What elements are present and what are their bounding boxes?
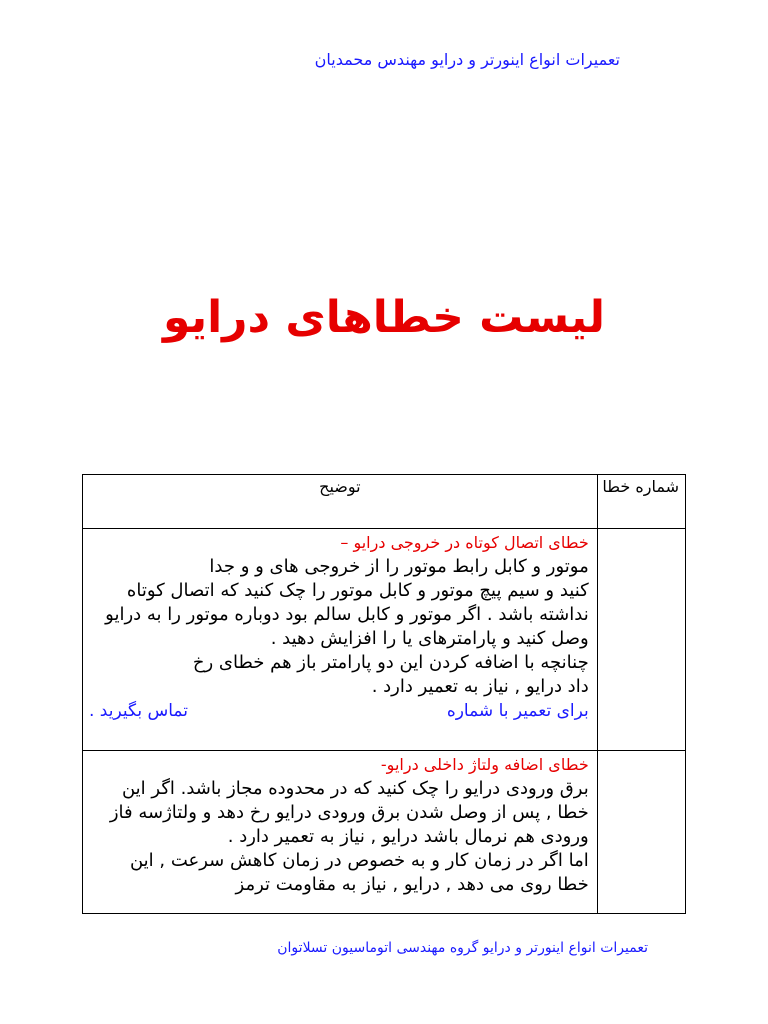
description-line: نداشته باشد . اگر موتور و کابل سالم بود دوباره موتور را به درایو — [105, 604, 589, 625]
column-header-error-number: شماره خطا — [597, 475, 685, 529]
contact-line — [89, 699, 589, 723]
error-table — [82, 474, 686, 914]
page-title: لیست خطاهای درایو — [162, 292, 606, 343]
description-line: ورودی هم نرمال باشد درایو , نیاز به تعمیر دارد . — [227, 826, 589, 847]
table-row — [83, 529, 686, 751]
contact-prefix: برای تعمیر با شماره — [446, 701, 589, 721]
page-footer: تعمیرات انواع اینورتر و درایو گروه مهندسی اتوماسیون تسلاتوان — [277, 940, 648, 956]
description-line: خطا روی می دهد , درایو , نیاز به مقاومت ترمز — [235, 874, 589, 895]
table-row — [83, 751, 686, 914]
column-header-description: توضیح — [83, 475, 598, 529]
description-line: وصل کنید و پارامترهای یا را افزایش دهید . — [270, 628, 589, 649]
contact-suffix: تماس بگیرید . — [89, 701, 188, 721]
error-title: خطای اتصال کوتاه در خروجی درایو – — [340, 533, 589, 552]
description-line: داد درایو , نیاز به تعمیر دارد . — [371, 676, 589, 697]
description-line: خطا , پس از وصل شدن برق ورودی درایو رخ دهد و ولتاژسه فاز — [109, 802, 589, 823]
description-line: موتور و کابل رابط موتور را از خروجی های و و جدا — [209, 556, 589, 577]
description-line: چنانچه با اضافه کردن این دو پارامتر باز هم خطای رخ — [192, 652, 589, 673]
error-description-cell — [83, 529, 598, 751]
error-number-cell — [597, 751, 685, 914]
page-header: تعمیرات انواع اینورتر و درایو مهندس محمدیان — [314, 50, 620, 69]
description-line: اما اگر در زمان کار و به خصوص در زمان کاهش سرعت , این — [129, 850, 589, 871]
error-title: خطای اضافه ولتاژ داخلی درایو- — [380, 755, 589, 774]
description-line: کنید و سیم پیچ موتور و کابل موتور را چک کنید که اتصال کوتاه — [126, 580, 589, 601]
description-line: برق ورودی درایو را چک کنید که در محدوده مجاز باشد. اگر این — [121, 778, 589, 799]
table-header-row — [83, 475, 686, 529]
error-number-cell — [597, 529, 685, 751]
error-description-cell — [83, 751, 598, 914]
